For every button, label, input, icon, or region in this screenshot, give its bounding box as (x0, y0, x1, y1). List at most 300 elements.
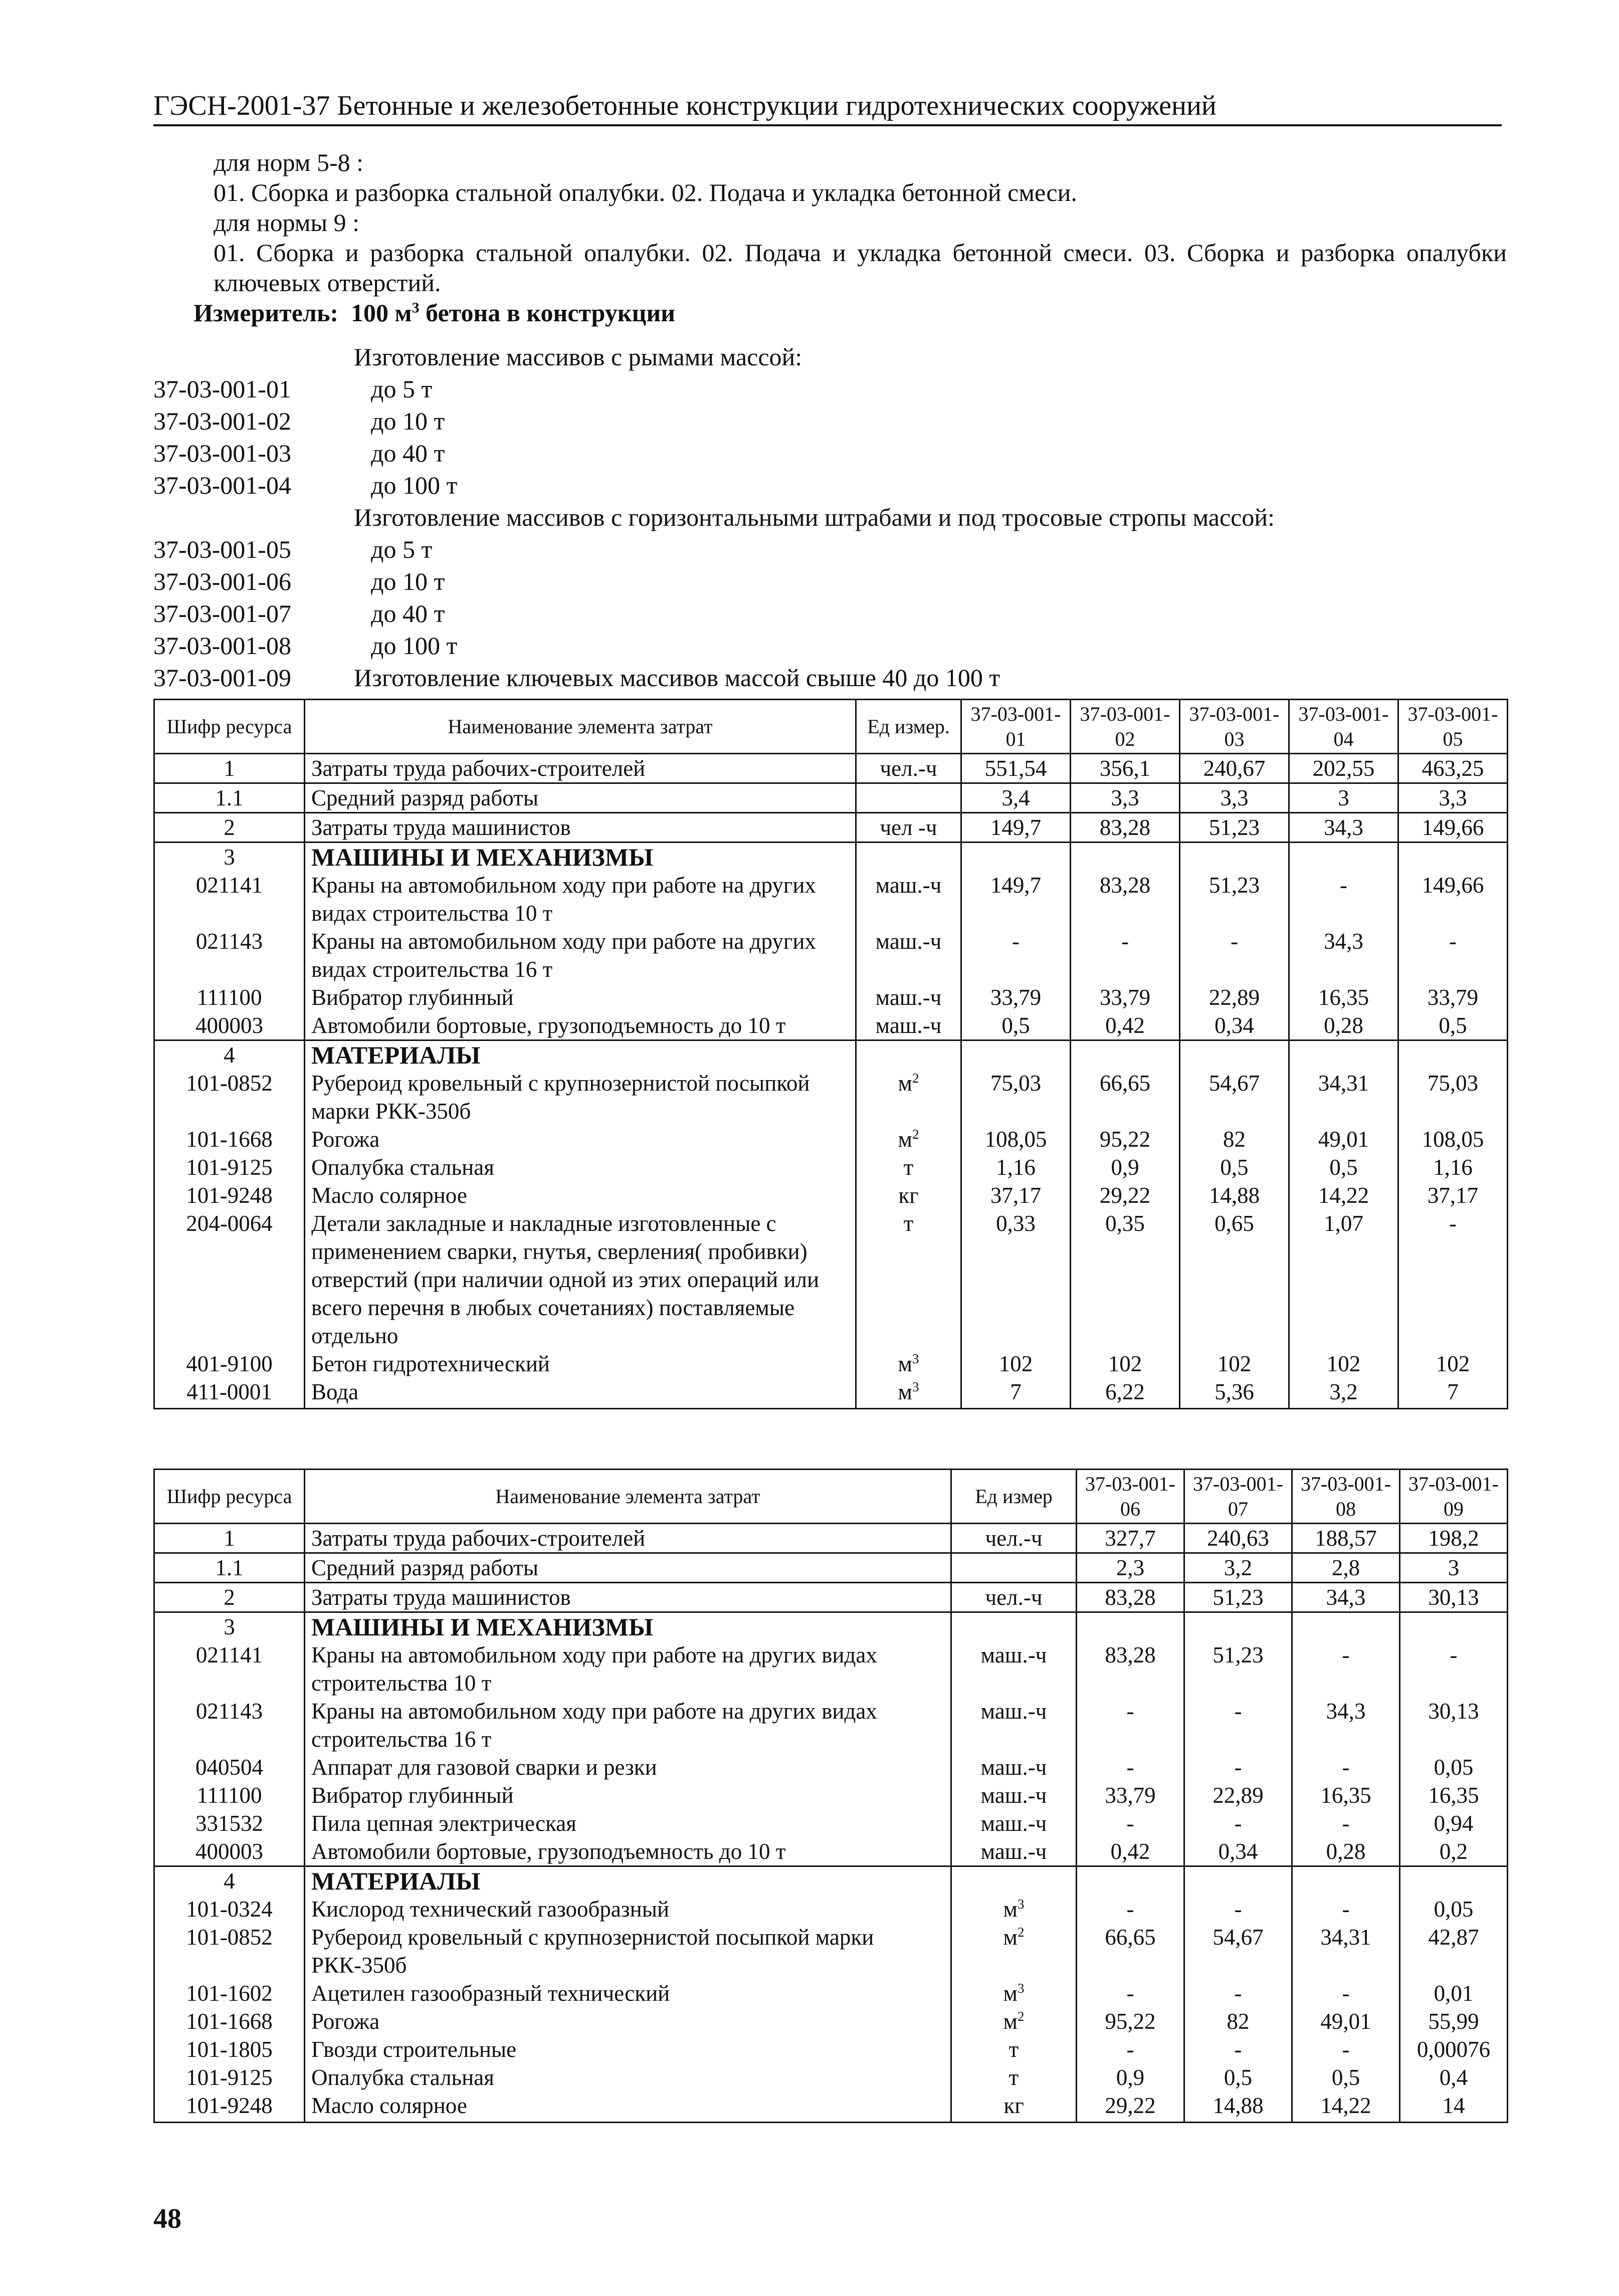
resource-table-1 (153, 699, 1508, 1409)
norm-code-item (153, 437, 1507, 469)
resource-value: - (1184, 1753, 1292, 1781)
resource-code: 021141 (154, 1641, 305, 1697)
resource-name: Масло солярное (305, 1181, 856, 1209)
resource-value: - (1398, 927, 1508, 983)
resource-name: Опалубка стальная (305, 2063, 951, 2092)
norm-code-item (153, 469, 1507, 501)
resource-name: Вода (305, 1378, 856, 1409)
col-header-norm: 37-03-001-02 (1071, 700, 1180, 754)
resource-value: - (1077, 1809, 1184, 1837)
resource-unit: $м^3$ (951, 1979, 1077, 2007)
resource-value: 66,65 (1071, 1069, 1180, 1125)
norm-code-list (153, 341, 1507, 694)
measure-sup: 3 (412, 299, 420, 316)
table-row (154, 1209, 1508, 1350)
resource-unit (856, 1040, 961, 1070)
resource-value: 34,3 (1292, 1697, 1400, 1753)
resource-code: 1.1 (154, 783, 305, 813)
resource-value: 149,66 (1398, 871, 1508, 927)
table-row (154, 1125, 1508, 1153)
resource-unit: чел.-ч (951, 1583, 1077, 1612)
resource-value: 14,22 (1289, 1181, 1398, 1209)
resource-value: 7 (961, 1378, 1071, 1409)
col-header-norm: 37-03-001-01 (961, 700, 1071, 754)
resource-value: 3 (1400, 1553, 1508, 1583)
resource-name: Опалубка стальная (305, 1153, 856, 1181)
resource-value: 102 (1071, 1350, 1180, 1378)
resource-value: 54,67 (1180, 1069, 1289, 1125)
resource-value: 49,01 (1292, 2007, 1400, 2035)
resource-value: 82 (1180, 1125, 1289, 1153)
resource-value: 3,4 (961, 783, 1071, 813)
resource-value: 202,55 (1289, 754, 1398, 783)
resource-value: 42,87 (1400, 1923, 1508, 1979)
resource-value: - (1292, 2035, 1400, 2063)
norms-5-8-label: для норм 5-8 : (214, 148, 364, 176)
resource-value (1400, 1612, 1508, 1641)
resource-unit: маш.-ч (856, 871, 961, 927)
resource-code: 101-1668 (154, 1125, 305, 1153)
table-row (154, 1181, 1508, 1209)
resource-value (1180, 843, 1289, 872)
resource-unit: маш.-ч (856, 927, 961, 983)
resource-unit: т (951, 2035, 1077, 2063)
resource-name: МАТЕРИАЛЫ (305, 1040, 856, 1070)
resource-name: Затраты труда машинистов (305, 813, 856, 843)
resource-code: 401-9100 (154, 1350, 305, 1378)
resource-value: 22,89 (1180, 983, 1289, 1011)
resource-value: 551,54 (961, 754, 1071, 783)
resource-unit (951, 1553, 1077, 1583)
resource-unit: маш.-ч (856, 983, 961, 1011)
resource-unit: $м^3$ (951, 1895, 1077, 1923)
table-row (154, 1697, 1508, 1753)
resource-value: - (1077, 1979, 1184, 2007)
resource-code: 3 (154, 1612, 305, 1641)
resource-unit (856, 843, 961, 872)
norm-code-item (153, 565, 1507, 597)
resource-code: 400003 (154, 1837, 305, 1866)
resource-unit: кг (856, 1181, 961, 1209)
resource-value: 0,35 (1071, 1209, 1180, 1350)
resource-value: 34,31 (1289, 1069, 1398, 1125)
measure-value: 100 м (351, 299, 412, 327)
resource-value: 29,22 (1071, 1181, 1180, 1209)
resource-value: - (1180, 927, 1289, 983)
resource-value: 3,2 (1184, 1553, 1292, 1583)
resource-value: - (1292, 1753, 1400, 1781)
resource-value: 33,79 (1071, 983, 1180, 1011)
norm-code-item (153, 630, 1507, 662)
norm-9-label: для нормы 9 : (214, 208, 360, 237)
resource-value (1071, 1040, 1180, 1070)
resource-value: 95,22 (1077, 2007, 1184, 2035)
resource-value: - (1289, 871, 1398, 927)
norm-text: до 5 т (371, 375, 433, 403)
resource-value (1292, 1866, 1400, 1896)
norm-group-title: Изготовление массивов с горизонтальными штрабами и под тросовые стропы массой: (354, 503, 1275, 531)
resource-value: 108,05 (961, 1125, 1071, 1153)
resource-value: 16,35 (1289, 983, 1398, 1011)
resource-value: 75,03 (1398, 1069, 1508, 1125)
resource-value: 29,22 (1077, 2092, 1184, 2123)
resource-name: Рубероид кровельный с крупнозернистой посыпкой марки РКК-350б (305, 1923, 951, 1979)
table-row (154, 1011, 1508, 1040)
measure-line (153, 298, 1507, 328)
resource-value: - (1292, 1809, 1400, 1837)
resource-code: 021143 (154, 1697, 305, 1753)
resource-code: 021143 (154, 927, 305, 983)
norm-code-item (153, 533, 1507, 565)
resource-name: Рогожа (305, 1125, 856, 1153)
resource-value: 149,7 (961, 813, 1071, 843)
resource-code: 101-1805 (154, 2035, 305, 2063)
resource-code: 101-0852 (154, 1069, 305, 1125)
table-row (154, 2007, 1508, 2035)
resource-value: 2,3 (1077, 1553, 1184, 1583)
resource-value: 51,23 (1184, 1583, 1292, 1612)
resource-value: 0,94 (1400, 1809, 1508, 1837)
resource-value: 3,3 (1071, 783, 1180, 813)
resource-value: 3 (1289, 783, 1398, 813)
resource-value: - (1184, 1895, 1292, 1923)
resource-name: Краны на автомобильном ходу при работе на других видах строительства 16 т (305, 927, 856, 983)
table-row (154, 1040, 1508, 1070)
resource-value: 149,66 (1398, 813, 1508, 843)
resource-value: 0,5 (1292, 2063, 1400, 2092)
resource-name: МАШИНЫ И МЕХАНИЗМЫ (305, 1612, 951, 1641)
resource-name: МАШИНЫ И МЕХАНИЗМЫ (305, 843, 856, 872)
table-row (154, 1866, 1508, 1896)
col-header-norm: 37-03-001-04 (1289, 700, 1398, 754)
norm-text: до 10 т (371, 407, 445, 435)
table-row (154, 871, 1508, 927)
resource-unit: $м^2$ (856, 1069, 961, 1125)
resource-name: Краны на автомобильном ходу при работе на других видах строительства 10 т (305, 871, 856, 927)
col-header-name: Наименование элемента затрат (305, 1470, 951, 1524)
resource-unit (856, 783, 961, 813)
table-row (154, 983, 1508, 1011)
resource-value: 37,17 (1398, 1181, 1508, 1209)
resource-name: Затраты труда рабочих-строителей (305, 754, 856, 783)
resource-value: 198,2 (1400, 1524, 1508, 1553)
table-row (154, 927, 1508, 983)
col-header-norm: 37-03-001-06 (1077, 1470, 1184, 1524)
table-row (154, 1069, 1508, 1125)
resource-value: 108,05 (1398, 1125, 1508, 1153)
resource-unit: $м^3$ (856, 1378, 961, 1409)
table-row (154, 1781, 1508, 1809)
norm-code-item (153, 662, 1507, 694)
norm-text: до 10 т (371, 567, 445, 595)
resource-value: 0,5 (1289, 1153, 1398, 1181)
resource-value: 1,16 (1398, 1153, 1508, 1181)
resource-value: - (1400, 1641, 1508, 1697)
resource-value (1180, 1040, 1289, 1070)
table-row (154, 1809, 1508, 1837)
table-row (154, 2035, 1508, 2063)
table-row (154, 843, 1508, 872)
resource-value (1071, 843, 1180, 872)
resource-unit: маш.-ч (951, 1641, 1077, 1697)
resource-value: 0,5 (1398, 1011, 1508, 1040)
resource-value: 5,36 (1180, 1378, 1289, 1409)
table-row (154, 813, 1508, 843)
resource-value: 3,2 (1289, 1378, 1398, 1409)
resource-code: 040504 (154, 1753, 305, 1781)
resource-name: Вибратор глубинный (305, 1781, 951, 1809)
resource-name: Бетон гидротехнический (305, 1350, 856, 1378)
resource-value: 0,28 (1292, 1837, 1400, 1866)
resource-table-2 (153, 1469, 1508, 2123)
resource-value: 30,13 (1400, 1697, 1508, 1753)
resource-value: 51,23 (1184, 1641, 1292, 1697)
resource-code: 111100 (154, 983, 305, 1011)
resource-code: 111100 (154, 1781, 305, 1809)
resource-code: 101-9125 (154, 2063, 305, 2092)
resource-name: МАТЕРИАЛЫ (305, 1866, 951, 1896)
resource-name: Аппарат для газовой сварки и резки (305, 1753, 951, 1781)
resource-unit: $м^3$ (856, 1350, 961, 1378)
norm-code: 37-03-001-07 (153, 599, 291, 628)
resource-code: 021141 (154, 871, 305, 927)
table-row (154, 1895, 1508, 1923)
resource-name: Краны на автомобильном ходу при работе на других видах строительства 10 т (305, 1641, 951, 1697)
resource-value: 0,2 (1400, 1837, 1508, 1866)
resource-code: 101-1602 (154, 1979, 305, 2007)
resource-value (1289, 1040, 1398, 1070)
norm-code-item (153, 405, 1507, 437)
resource-name: Автомобили бортовые, грузоподъемность до 10 т (305, 1011, 856, 1040)
resource-value: 51,23 (1180, 813, 1289, 843)
resource-value: 3,3 (1398, 783, 1508, 813)
resource-unit: $м^2$ (856, 1125, 961, 1153)
resource-value: 6,22 (1071, 1378, 1180, 1409)
resource-value: 0,5 (1180, 1153, 1289, 1181)
norm-code: 37-03-001-08 (153, 632, 291, 660)
resource-unit: маш.-ч (951, 1837, 1077, 1866)
resource-code: 2 (154, 1583, 305, 1612)
resource-code: 3 (154, 843, 305, 872)
table-row (154, 1837, 1508, 1866)
resource-unit (951, 1866, 1077, 1896)
norm-text: до 5 т (371, 535, 433, 563)
resource-unit: чел.-ч (951, 1524, 1077, 1553)
resource-name: Средний разряд работы (305, 1553, 951, 1583)
col-header-norm: 37-03-001-08 (1292, 1470, 1400, 1524)
norm-code-item (153, 597, 1507, 630)
resource-value: 1,16 (961, 1153, 1071, 1181)
resource-value: 0,28 (1289, 1011, 1398, 1040)
resource-code: 411-0001 (154, 1378, 305, 1409)
resource-name: Кислород технический газообразный (305, 1895, 951, 1923)
resource-unit: т (856, 1209, 961, 1350)
norm-code: 37-03-001-09 (153, 664, 291, 692)
resource-value: - (1292, 1979, 1400, 2007)
table-row (154, 754, 1508, 783)
resource-value (1398, 843, 1508, 872)
resource-name: Затраты труда машинистов (305, 1583, 951, 1612)
measure-rest: бетона в конструкции (419, 299, 676, 327)
norm-code: 37-03-001-02 (153, 407, 291, 435)
resource-value: 0,9 (1077, 2063, 1184, 2092)
resource-value: 463,25 (1398, 754, 1508, 783)
table-row (154, 1612, 1508, 1641)
resource-value: 0,00076 (1400, 2035, 1508, 2063)
resource-value: 356,1 (1071, 754, 1180, 783)
resource-value: 0,9 (1071, 1153, 1180, 1181)
resource-value (1289, 843, 1398, 872)
resource-code: 101-9248 (154, 1181, 305, 1209)
resource-value (1398, 1040, 1508, 1070)
resource-code: 204-0064 (154, 1209, 305, 1350)
resource-code: 101-9248 (154, 2092, 305, 2123)
resource-value: - (1077, 1895, 1184, 1923)
resource-value: - (1071, 927, 1180, 983)
resource-value: 0,5 (961, 1011, 1071, 1040)
resource-value (1400, 1866, 1508, 1896)
table-row (154, 1350, 1508, 1378)
col-header-norm: 37-03-001-09 (1400, 1470, 1508, 1524)
resource-value: - (1077, 1753, 1184, 1781)
resource-value: 240,63 (1184, 1524, 1292, 1553)
resource-value: 188,57 (1292, 1524, 1400, 1553)
resource-value (961, 843, 1071, 872)
resource-value: 102 (1398, 1350, 1508, 1378)
resource-value (1184, 1612, 1292, 1641)
resource-value: 16,35 (1292, 1781, 1400, 1809)
page-number: 48 (153, 2203, 181, 2234)
resource-code: 1 (154, 1524, 305, 1553)
resource-unit: маш.-ч (951, 1753, 1077, 1781)
table-row (154, 2063, 1508, 2092)
resource-value: 22,89 (1184, 1781, 1292, 1809)
resource-unit: маш.-ч (856, 1011, 961, 1040)
resource-value: 37,17 (961, 1181, 1071, 1209)
resource-value (961, 1040, 1071, 1070)
resource-value: 33,79 (1398, 983, 1508, 1011)
norm-9-text: 01. Сборка и разборка стальной опалубки. 02. Подача и укладка бетонной смеси. 03. Сборка и разборка опалубки ключевых отверстий. (214, 239, 1507, 297)
resource-unit: маш.-ч (951, 1781, 1077, 1809)
resource-value: 0,33 (961, 1209, 1071, 1350)
resource-name: Средний разряд работы (305, 783, 856, 813)
resource-value: 0,65 (1180, 1209, 1289, 1350)
resource-value: 102 (1289, 1350, 1398, 1378)
table-row (154, 1923, 1508, 1979)
resource-value: - (1398, 1209, 1508, 1350)
resource-value: - (1184, 1979, 1292, 2007)
resource-value: 33,79 (1077, 1781, 1184, 1809)
resource-value: 14,22 (1292, 2092, 1400, 2123)
resource-value: 2,8 (1292, 1553, 1400, 1583)
resource-unit: чел.-ч (856, 754, 961, 783)
resource-value: - (1292, 1895, 1400, 1923)
resource-value: 1,07 (1289, 1209, 1398, 1350)
resource-code: 101-0324 (154, 1895, 305, 1923)
table-row (154, 1753, 1508, 1781)
resource-code: 4 (154, 1866, 305, 1896)
resource-value: 75,03 (961, 1069, 1071, 1125)
resource-value: - (1077, 2035, 1184, 2063)
resource-value: 16,35 (1400, 1781, 1508, 1809)
resource-unit: чел -ч (856, 813, 961, 843)
col-header-unit: Ед измер. (856, 700, 961, 754)
resource-unit: маш.-ч (951, 1697, 1077, 1753)
resource-value: 0,42 (1071, 1011, 1180, 1040)
resource-value: - (1077, 1697, 1184, 1753)
resource-value: - (1184, 2035, 1292, 2063)
norm-code: 37-03-001-04 (153, 471, 291, 499)
norm-text: до 100 т (371, 632, 458, 660)
resource-value: - (1184, 1809, 1292, 1837)
resource-name: Ацетилен газообразный технический (305, 1979, 951, 2007)
table-row (154, 783, 1508, 813)
resource-value (1077, 1866, 1184, 1896)
resource-value: 51,23 (1180, 871, 1289, 927)
resource-value: - (961, 927, 1071, 983)
norm-code: 37-03-001-03 (153, 439, 291, 467)
resource-unit: т (856, 1153, 961, 1181)
resource-name: Вибратор глубинный (305, 983, 856, 1011)
page-header: ГЭСН-2001-37 Бетонные и железобетонные конструкции гидротехнических сооружений (153, 89, 1502, 126)
resource-unit (951, 1612, 1077, 1641)
resource-value: 14,88 (1184, 2092, 1292, 2123)
resource-value: 34,31 (1292, 1923, 1400, 1979)
resource-name: Масло солярное (305, 2092, 951, 2123)
resource-value: 0,34 (1180, 1011, 1289, 1040)
resource-value: 95,22 (1071, 1125, 1180, 1153)
resource-name: Гвозди строительные (305, 2035, 951, 2063)
resource-name: Автомобили бортовые, грузоподъемность до 10 т (305, 1837, 951, 1866)
norm-text: до 40 т (371, 599, 445, 628)
resource-code: 1.1 (154, 1553, 305, 1583)
norm-code: 37-03-001-05 (153, 535, 291, 563)
resource-value: 83,28 (1077, 1641, 1184, 1697)
col-header-name: Наименование элемента затрат (305, 700, 856, 754)
resource-code: 4 (154, 1040, 305, 1070)
resource-value: 83,28 (1071, 813, 1180, 843)
resource-value: 49,01 (1289, 1125, 1398, 1153)
col-header-code: Шифр ресурса (154, 700, 305, 754)
resource-code: 331532 (154, 1809, 305, 1837)
resource-unit: кг (951, 2092, 1077, 2123)
table-row (154, 1583, 1508, 1612)
resource-value: 34,3 (1289, 927, 1398, 983)
resource-name: Краны на автомобильном ходу при работе на других видах строительства 16 т (305, 1697, 951, 1753)
resource-value: 240,67 (1180, 754, 1289, 783)
resource-value: 34,3 (1292, 1583, 1400, 1612)
resource-value: 66,65 (1077, 1923, 1184, 1979)
resource-value: 30,13 (1400, 1583, 1508, 1612)
norm-code: 37-03-001-01 (153, 375, 291, 403)
resource-value: 14,88 (1180, 1181, 1289, 1209)
col-header-norm: 37-03-001-03 (1180, 700, 1289, 754)
resource-value: 14 (1400, 2092, 1508, 2123)
table-row (154, 1979, 1508, 2007)
resource-value: 83,28 (1071, 871, 1180, 927)
work-description (153, 147, 1507, 328)
resource-name: Рогожа (305, 2007, 951, 2035)
col-header-unit: Ед измер (951, 1470, 1077, 1524)
norm-text: до 100 т (371, 471, 458, 499)
resource-value: 55,99 (1400, 2007, 1508, 2035)
resource-unit: т (951, 2063, 1077, 2092)
norm-code: 37-03-001-06 (153, 567, 291, 595)
resource-name: Затраты труда рабочих-строителей (305, 1524, 951, 1553)
resource-code: 101-1668 (154, 2007, 305, 2035)
table-row (154, 1378, 1508, 1409)
measure-label: Измеритель: (193, 299, 339, 327)
